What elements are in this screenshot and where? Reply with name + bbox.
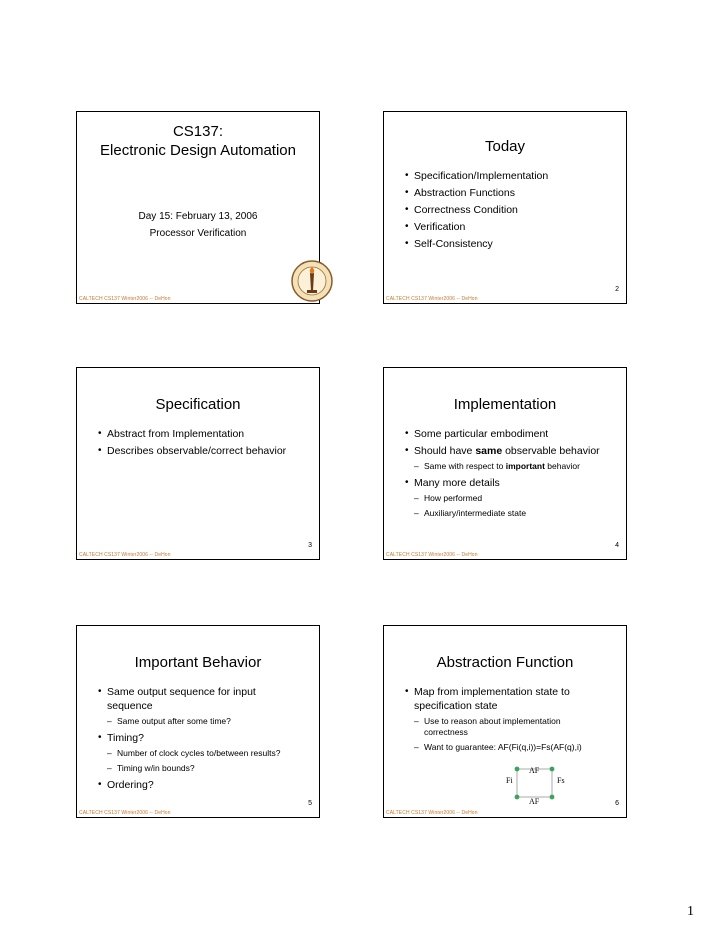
slide-3 <box>76 367 320 560</box>
slide-5-sub-bullet-2: – Number of clock cycles to/between results? <box>77 748 319 759</box>
slide-1-title-line1: CS137: <box>172 123 224 140</box>
slide-4-sub-bullet-2: – How performed <box>384 493 626 504</box>
page-number: 1 <box>687 904 694 919</box>
diagram-af-bottom: AF <box>529 797 540 806</box>
slide-5-bullet-2: • Timing? <box>77 731 319 745</box>
slide-5-number: 5 <box>308 800 312 807</box>
slide-4-bullet-3: • Many more details <box>384 476 626 490</box>
slide-1-footer: CALTECH CS137 Winter2006 -- DeHon <box>79 296 171 302</box>
abstraction-diagram-shape <box>504 766 604 814</box>
slide-2-bullet-2: • Abstraction Functions <box>384 186 626 200</box>
slide-4-sub-bullet-1 <box>384 461 626 472</box>
slide-5-sub-bullet-1: – Same output after some time? <box>77 716 319 727</box>
slide-5-bullets <box>77 685 319 795</box>
slide-4-bullet-2 <box>384 444 626 458</box>
slide-1-date: Day 15: February 13, 2006 <box>138 211 258 222</box>
slide-4-bullet-2-pre: Should have <box>414 445 476 457</box>
slide-1-title-line2: Electronic Design Automation <box>100 142 296 159</box>
slide-5-bullet-3: • Ordering? <box>77 778 319 792</box>
slide-4-title: Implementation <box>453 396 557 413</box>
slide-4-sub-bullet-1-pre: Same with respect to <box>424 461 506 471</box>
slide-2 <box>383 111 627 304</box>
slide-3-bullet-1: • Abstract from Implementation <box>77 427 319 441</box>
slide-4-sub-bullet-3: – Auxiliary/intermediate state <box>384 508 626 519</box>
slide-1-subtitle <box>77 208 319 242</box>
slide-5 <box>76 625 320 818</box>
slide-4-sub-bullet-1-post: behavior <box>544 461 580 471</box>
diagram-fs: Fs <box>557 776 565 785</box>
abstraction-diagram <box>504 766 604 814</box>
slide-2-number: 2 <box>615 286 619 293</box>
slide-2-bullets <box>384 169 626 254</box>
slide-2-bullet-5: • Self-Consistency <box>384 237 626 251</box>
caltech-seal-icon <box>290 259 334 303</box>
slide-5-sub-bullet-3: – Timing w/in bounds? <box>77 763 319 774</box>
slide-4-bullet-2-post: observable behavior <box>502 445 600 457</box>
slide-4-bullets <box>384 427 626 523</box>
slide-2-bullet-3: • Correctness Condition <box>384 203 626 217</box>
slide-1 <box>76 111 320 304</box>
diagram-af-top: AF <box>529 766 540 775</box>
slide-3-bullets <box>77 427 319 461</box>
slide-3-footer: CALTECH CS137 Winter2006 -- DeHon <box>79 552 171 558</box>
slide-1-topic: Processor Verification <box>149 228 247 239</box>
slide-4-bullet-2-bold: same <box>475 445 503 457</box>
slide-4 <box>383 367 627 560</box>
slide-3-bullet-2: • Describes observable/correct behavior <box>77 444 319 458</box>
slide-5-title: Important Behavior <box>134 654 262 671</box>
slide-2-bullet-1: • Specification/Implementation <box>384 169 626 183</box>
slide-2-bullet-4: • Verification <box>384 220 626 234</box>
slide-6-bullet-1: • Map from implementation state to specification state <box>384 685 626 713</box>
slide-3-title: Specification <box>155 396 241 413</box>
slide-1-title <box>77 122 319 160</box>
slide-4-footer: CALTECH CS137 Winter2006 -- DeHon <box>386 552 478 558</box>
slide-6-sub-bullet-1: – Use to reason about implementation correctness <box>384 716 626 738</box>
slide-6-number: 6 <box>615 800 619 807</box>
slide-6 <box>383 625 627 818</box>
slide-5-bullet-1: • Same output sequence for input sequence <box>77 685 319 713</box>
slide-6-title: Abstraction Function <box>436 654 574 671</box>
slide-4-bullet-1: • Some particular embodiment <box>384 427 626 441</box>
slide-6-footer: CALTECH CS137 Winter2006 -- DeHon <box>386 810 478 816</box>
slide-4-sub-bullet-1-bold: important <box>505 461 545 471</box>
slide-5-footer: CALTECH CS137 Winter2006 -- DeHon <box>79 810 171 816</box>
slide-2-title: Today <box>484 138 526 155</box>
slide-2-footer: CALTECH CS137 Winter2006 -- DeHon <box>386 296 478 302</box>
slide-4-number: 4 <box>615 542 619 549</box>
diagram-fi: Fi <box>506 776 513 785</box>
slide-6-bullets <box>384 685 626 757</box>
slide-3-number: 3 <box>308 542 312 549</box>
slide-6-sub-bullet-2: – Want to guarantee: AF(Fi(q,i))=Fs(AF(q),i) <box>384 742 626 753</box>
